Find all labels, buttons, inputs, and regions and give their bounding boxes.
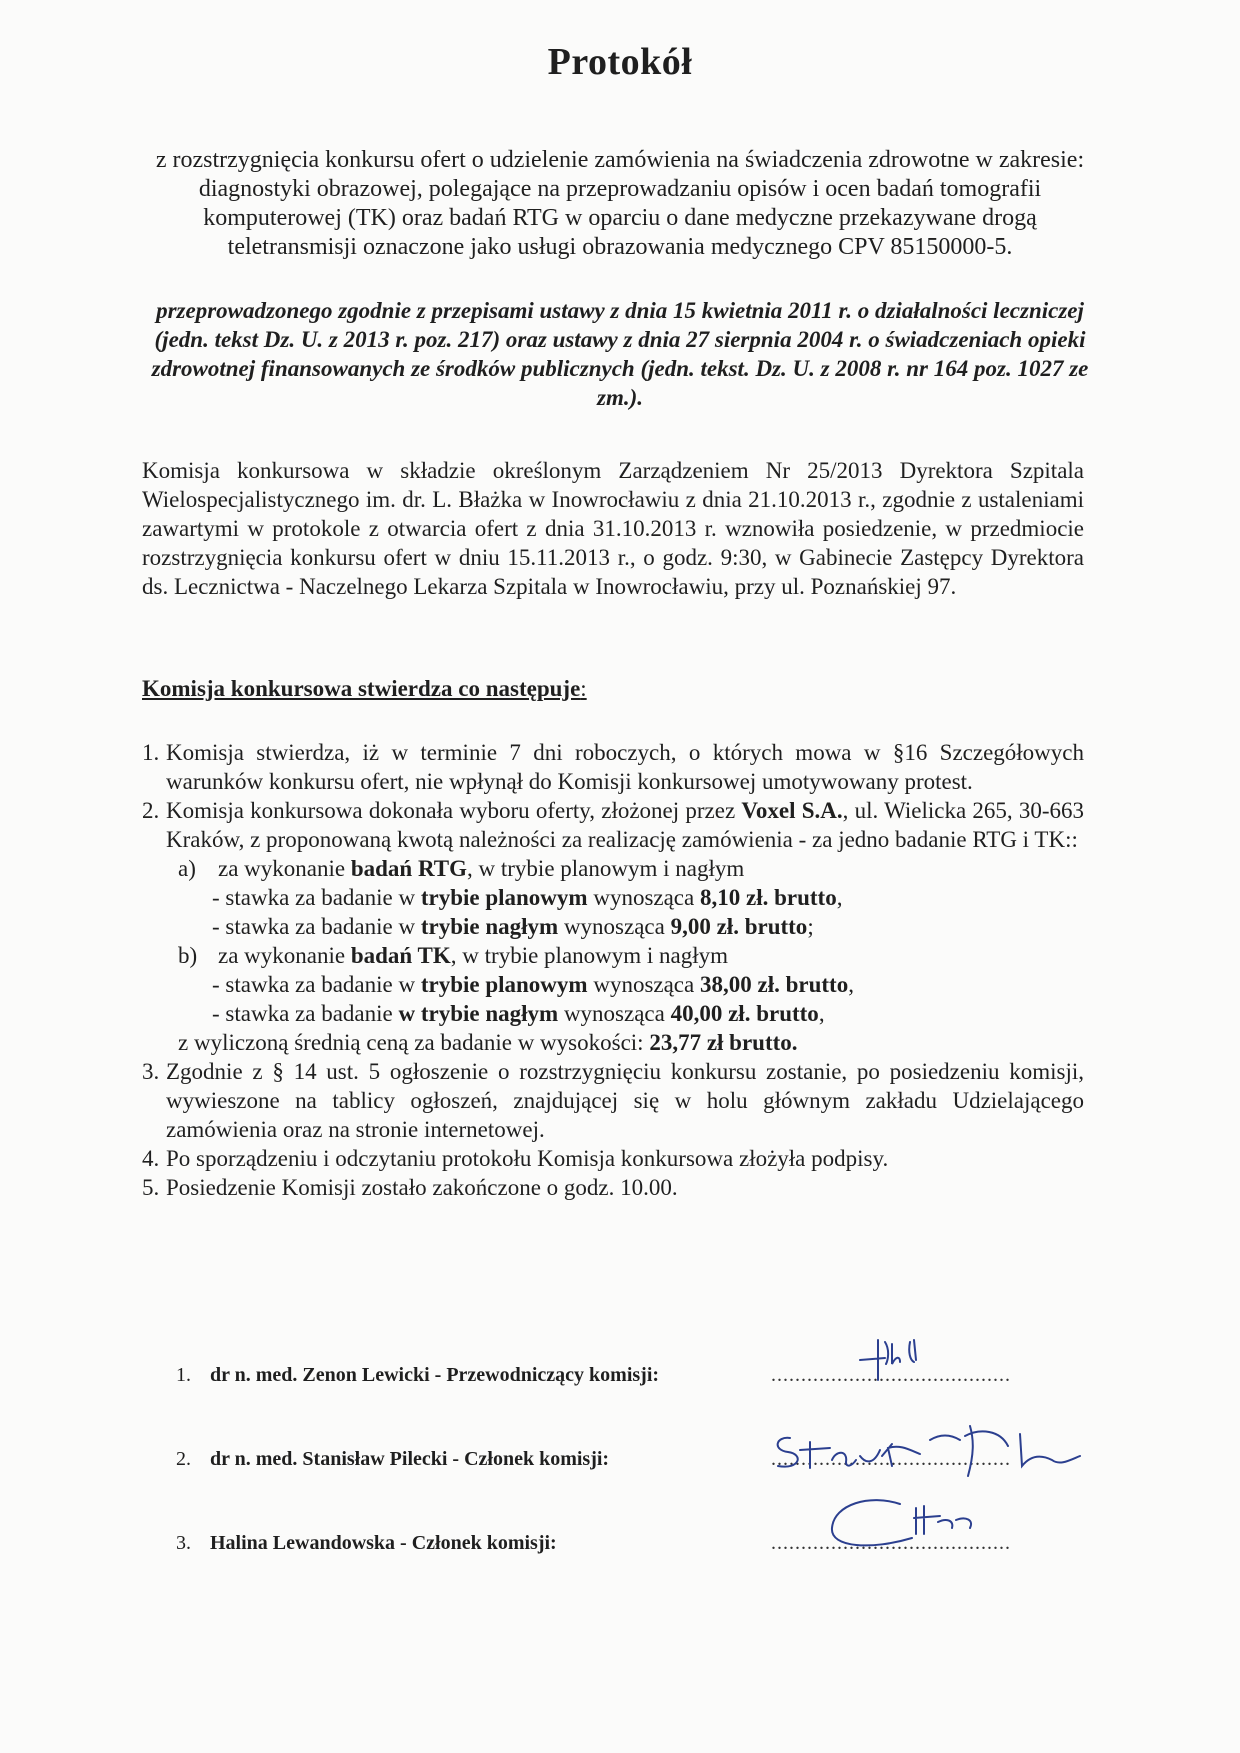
finding-text [166, 796, 1084, 854]
legal-basis: przeprowadzonego zgodnie z przepisami ustawy z dnia 15 kwietnia 2011 r. o działalności leczniczej (jedn. tekst Dz. U. z 2013 r. poz. 217) oraz ustawy z dnia 27 sierpnia 2004 r. o świadczeniach opieki zdrowotnej finansowanych ze środków publicznych (jedn. tekst. Dz. U. z 2008 r. nr 164 poz. 1027 ze zm.). [151, 298, 1089, 410]
rate-amount: 8,10 zł. brutto [699, 885, 837, 910]
document-subject: z rozstrzygnięcia konkursu ofert o udzielenie zamówienia na świadczenia zdrowotne w zakresie: diagnostyki obrazowej, polegające na przeprowadzaniu opisów i ocen badań tomografii komputerowej (TK) oraz badań RTG w oparciu o dane medyczne przekazywane drogą teletransmisji oznaczone jako usługi obrazowania medycznego CPV 85150000-5. [155, 147, 1085, 260]
average-amount: 23,77 zł brutto. [649, 1030, 798, 1055]
rate-text: , [818, 1001, 825, 1026]
rate-text: - stawka za badanie w [212, 972, 421, 997]
signature-line: ........................................ [771, 1448, 1011, 1470]
finding-text: Po sporządzeniu i odczytaniu protokołu Komisja konkursowa złożyła podpisy. [166, 1146, 889, 1171]
rate-text: , [836, 885, 843, 910]
signatory-label: dr n. med. Zenon Lewicki - Przewodniczący komisji: [210, 1364, 660, 1386]
rate-text: - stawka za badanie w [212, 885, 421, 910]
intro-paragraph: Komisja konkursowa w składzie określonym Zarządzeniem Nr 25/2013 Dyrektora Szpitala Wielospecjalistycznego im. dr. L. Błażka w Inowrocławiu z dnia 21.10.2013 r., zgodnie z ustaleniami zawartymi w protokole z otwarcia ofert z dnia 31.10.2013 r. wznowiła posiedzenie, w przedmiocie rozstrzygnięcia konkursu ofert w dniu 15.11.2013 r., o godz. 9:30, w Gabinecie Zastępcy Dyrektora ds. Lecznictwa - Naczelnego Lekarza Szpitala w Inowrocławiu, przy ul. Poznańskiej 97. [142, 458, 1084, 599]
finding-text-part: Komisja konkursowa dokonała wyboru oferty, złożonej przez [166, 798, 742, 823]
finding-text-part: , ul. Wielicka 265, 30-663 Kraków, z proponowaną kwotą należności za realizację zamówienia - za jedno badanie RTG i TK:: [166, 798, 1085, 852]
sub-item-letter: b) [178, 943, 198, 968]
signatory-label: dr n. med. Stanisław Pilecki - Członek komisji: [210, 1448, 610, 1470]
rate-text: - stawka za badanie [212, 1001, 399, 1026]
finding-number: 2. [142, 798, 160, 823]
finding-item-3 [142, 1057, 1084, 1144]
rate-text: ; [807, 914, 814, 939]
rate-mode: trybie planowym [420, 972, 588, 997]
findings-heading-text: Komisja konkursowa stwierdza co następuje [142, 676, 581, 701]
average-price-line [178, 1028, 1084, 1057]
sub-text-part: za wykonanie [218, 856, 351, 881]
rate-mode: trybie nagłym [420, 914, 559, 939]
finding-item-4 [142, 1144, 1084, 1173]
rate-line [212, 999, 1084, 1028]
findings-heading-colon: : [580, 676, 587, 701]
rate-text: wynosząca [558, 1001, 671, 1026]
rate-text: wynosząca [587, 885, 700, 910]
sub-text-part: , w trybie planowym i nagłym [467, 856, 745, 881]
sub-item-a [178, 854, 1084, 883]
exam-type: badań RTG [350, 856, 468, 881]
sub-item-text [218, 854, 744, 883]
finding-text: Komisja stwierdza, iż w terminie 7 dni roboczych, o których mowa w §16 Szczegółowych warunków konkursu ofert, nie wpłynął do Komisji konkursowej umotywowany protest. [166, 740, 1084, 794]
rate-text: - stawka za badanie w [212, 914, 421, 939]
finding-text: Zgodnie z § 14 ust. 5 ogłoszenie o rozstrzygnięciu konkursu zostanie, po posiedzeniu komisji, wywieszone na tablicy ogłoszeń, znajdującej się w holu głównym zakładu Udzielającego zamówienia oraz na stronie internetowej. [166, 1059, 1084, 1142]
findings-list [142, 738, 1084, 1202]
finding-number: 4. [142, 1146, 160, 1171]
sub-item-letter: a) [178, 856, 196, 881]
rate-amount: 40,00 zł. brutto [670, 1001, 819, 1026]
average-text: z wyliczoną średnią ceną za badanie w wysokości: [178, 1030, 650, 1055]
signatory-label: Halina Lewandowska - Członek komisji: [210, 1532, 557, 1554]
rate-line [212, 970, 1084, 999]
sub-item-text [218, 941, 728, 970]
findings-heading [142, 676, 587, 702]
signature-2-image [770, 1420, 1120, 1490]
signature-3-image [820, 1490, 990, 1560]
exam-type: badań TK [350, 943, 451, 968]
rate-text: wynosząca [558, 914, 671, 939]
signatory-number: 2. [176, 1448, 191, 1470]
finding-number: 1. [142, 740, 160, 765]
signatory-number: 1. [176, 1364, 191, 1386]
rate-text: wynosząca [587, 972, 700, 997]
rate-text: , [848, 972, 854, 997]
finding-item-5 [142, 1173, 1084, 1202]
rate-amount: 9,00 zł. brutto [670, 914, 808, 939]
document-title: Protokół [547, 41, 693, 83]
rate-line [212, 912, 1084, 941]
signatory-number: 3. [176, 1532, 191, 1554]
rate-line [212, 883, 1084, 912]
sub-text-part: za wykonanie [218, 943, 351, 968]
finding-item-1 [142, 738, 1084, 796]
finding-number: 5. [142, 1175, 160, 1200]
finding-item-2 [142, 796, 1084, 854]
sub-item-b [178, 941, 1084, 970]
rate-mode: w trybie nagłym [398, 1001, 559, 1026]
rate-amount: 38,00 zł. brutto [699, 972, 849, 997]
company-name: Voxel S.A. [741, 798, 843, 823]
signature-line: ........................................ [771, 1364, 1011, 1386]
finding-text: Posiedzenie Komisji zostało zakończone o godz. 10.00. [166, 1175, 678, 1200]
signature-line: ........................................ [771, 1532, 1011, 1554]
signature-1-image [840, 1330, 960, 1390]
finding-number: 3. [142, 1059, 160, 1084]
rate-mode: trybie planowym [420, 885, 588, 910]
sub-text-part: , w trybie planowym i nagłym [450, 943, 729, 968]
